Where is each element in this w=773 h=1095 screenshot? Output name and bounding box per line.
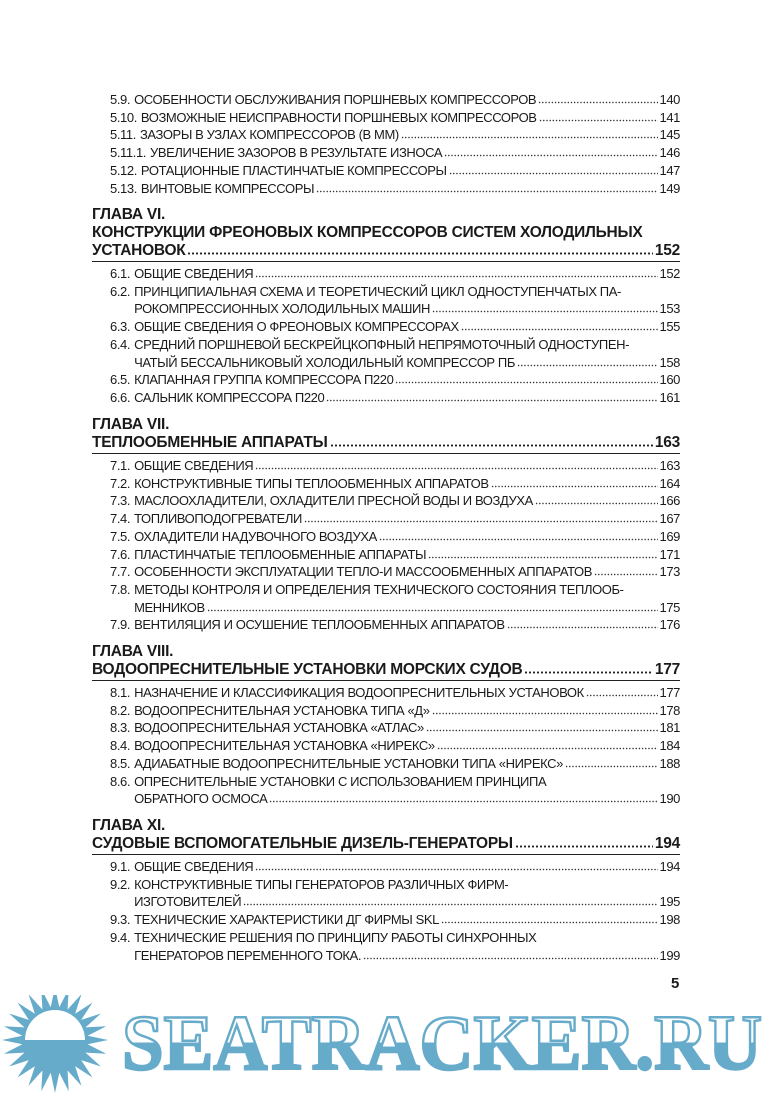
dot-leader — [437, 747, 658, 750]
dot-leader — [207, 609, 658, 612]
chapter-title-line — [92, 242, 680, 260]
toc-entry[interactable] — [110, 126, 680, 144]
entry-number: 6.2. — [110, 283, 131, 299]
toc-entry[interactable] — [110, 162, 680, 180]
entry-line — [134, 684, 680, 702]
entry-number: 8.1. — [110, 685, 131, 700]
toc-entries — [110, 457, 680, 634]
entry-page-number: 149 — [659, 180, 680, 196]
entry-line — [134, 300, 680, 318]
entry-line — [134, 91, 680, 109]
entry-number: 6.4. — [110, 336, 131, 352]
dot-leader — [432, 712, 658, 715]
dot-leader — [565, 765, 658, 768]
entry-title: РОТАЦИОННЫЕ ПЛАСТИНЧАТЫЕ КОМПРЕССОРЫ — [140, 162, 447, 178]
entry-page-number: 160 — [659, 372, 680, 388]
toc-entry[interactable] — [110, 702, 680, 720]
entry-body — [134, 336, 680, 371]
entry-page-number: 152 — [659, 266, 680, 281]
dot-leader — [304, 520, 658, 523]
entry-body — [134, 457, 680, 475]
toc-entry[interactable] — [110, 371, 680, 389]
entry-line — [134, 790, 680, 808]
toc-entry[interactable] — [110, 858, 680, 876]
entry-title: ВИНТОВЫЕ КОМПРЕССОРЫ — [140, 180, 315, 196]
entry-title: ВОДООПРЕСНИТЕЛЬНАЯ УСТАНОВКА «АТЛАС» — [134, 720, 424, 736]
page-number: 5 — [671, 975, 680, 992]
toc-section — [92, 416, 680, 634]
toc-entry[interactable] — [110, 389, 680, 407]
entry-page-number: 167 — [659, 511, 680, 527]
chapter-title — [92, 224, 680, 262]
entry-body — [141, 109, 680, 127]
entry-title: МЕТОДЫ КОНТРОЛЯ И ОПРЕДЕЛЕНИЯ ТЕХНИЧЕСКОГО СОСТОЯНИЯ ТЕПЛООБ- — [134, 581, 624, 597]
dot-leader — [517, 364, 658, 367]
toc-section — [92, 643, 680, 808]
chapter-title-line — [92, 434, 680, 452]
chapter-title — [92, 661, 680, 681]
toc-entry[interactable] — [110, 546, 680, 564]
dot-leader — [330, 444, 653, 447]
dot-leader — [507, 626, 658, 629]
entry-title: ИЗГОТОВИТЕЛЕЙ — [134, 894, 242, 910]
dot-leader — [444, 154, 657, 157]
chapter-title-text: ТЕПЛООБМЕННЫЕ АППАРАТЫ — [92, 434, 328, 451]
entry-body — [134, 510, 680, 528]
dot-leader — [586, 694, 658, 697]
entry-body — [134, 773, 680, 808]
entry-line — [134, 528, 680, 546]
entry-title: ВЕНТИЛЯЦИЯ И ОСУШЕНИЕ ТЕПЛООБМЕННЫХ АППАРАТОВ — [134, 617, 505, 633]
entry-body — [134, 684, 680, 702]
entry-title: ОХЛАДИТЕЛИ НАДУВОЧНОГО ВОЗДУХА — [134, 528, 377, 544]
entry-body — [134, 876, 680, 911]
toc-entry[interactable] — [110, 510, 680, 528]
entry-page-number: 153 — [659, 301, 680, 317]
dot-leader — [491, 485, 658, 488]
entry-line — [150, 144, 680, 162]
entry-title: СРЕДНИЙ ПОРШНЕВОЙ БЕСКРЕЙЦКОПФНЫЙ НЕПРЯМОТОЧНЫЙ ОДНОСТУПЕН- — [134, 336, 630, 352]
dot-leader — [255, 275, 657, 278]
chapter-label: ГЛАВА VIII. — [92, 643, 174, 660]
entry-line — [134, 702, 680, 720]
entry-body — [134, 528, 680, 546]
entry-body — [141, 162, 680, 180]
entry-body — [134, 265, 680, 283]
entry-line — [134, 563, 680, 581]
entry-body — [134, 283, 680, 318]
entry-body — [134, 858, 680, 876]
chapter-label: ГЛАВА VI. — [92, 206, 166, 223]
entry-line — [134, 893, 680, 911]
entry-body — [150, 144, 680, 162]
chapter-label: ГЛАВА XI. — [92, 817, 166, 834]
entry-number: 6.1. — [110, 266, 131, 281]
entry-number: 8.2. — [110, 702, 131, 718]
dot-leader — [187, 252, 652, 255]
toc-section — [92, 91, 680, 197]
toc-entry[interactable] — [110, 457, 680, 475]
toc-section — [92, 206, 680, 407]
toc-entry[interactable] — [110, 616, 680, 634]
toc-entries — [110, 91, 680, 197]
entry-title: ТЕХНИЧЕСКИЕ ХАРАКТЕРИСТИКИ ДГ ФИРМЫ SKL — [134, 912, 439, 928]
dot-leader — [535, 502, 658, 505]
entry-page-number: 147 — [659, 162, 680, 178]
entry-line — [134, 737, 680, 755]
chapter-page-number: 177 — [654, 661, 680, 678]
dot-leader — [269, 800, 657, 803]
entry-body — [134, 546, 680, 564]
entry-line — [134, 599, 680, 617]
entry-title: ОПРЕСНИТЕЛЬНЫЕ УСТАНОВКИ С ИСПОЛЬЗОВАНИЕМ ПРИНЦИПА — [134, 773, 547, 789]
entry-line — [134, 581, 680, 599]
entry-title: ВОДООПРЕСНИТЕЛЬНАЯ УСТАНОВКА «НИРЕКС» — [134, 738, 435, 754]
entry-body — [134, 929, 680, 964]
toc-entry[interactable] — [110, 492, 680, 510]
entry-page-number: 178 — [659, 702, 680, 718]
entry-number: 7.7. — [110, 564, 131, 580]
entry-title: ПРИНЦИПИАЛЬНАЯ СХЕМА И ТЕОРЕТИЧЕСКИЙ ЦИКЛ ОДНОСТУПЕНЧАТЫХ ПА- — [134, 283, 621, 299]
watermark-logo — [0, 995, 773, 1095]
entry-body — [134, 389, 680, 407]
entry-line — [134, 755, 680, 773]
entry-number: 6.3. — [110, 319, 131, 335]
dot-leader — [441, 921, 658, 924]
entry-number: 5.9. — [110, 92, 131, 107]
entry-line — [141, 162, 680, 180]
entry-number: 9.3. — [110, 912, 131, 928]
entry-number: 7.1. — [110, 458, 131, 473]
entry-body — [140, 126, 680, 144]
entry-number: 8.5. — [110, 755, 131, 771]
toc-entry[interactable] — [110, 265, 680, 283]
entry-line — [134, 911, 680, 929]
entry-body — [134, 318, 680, 336]
entry-title: НАЗНАЧЕНИЕ И КЛАССИФИКАЦИЯ ВОДООПРЕСНИТЕЛЬНЫХ УСТАНОВОК — [134, 685, 584, 700]
entry-page-number: 161 — [659, 389, 680, 405]
entry-line — [134, 389, 680, 407]
entry-title: ОСОБЕННОСТИ ЭКСПЛУАТАЦИИ ТЕПЛО-И МАССООБМЕННЫХ АППАРАТОВ — [134, 564, 593, 580]
watermark-text: SEATRACKER.RU — [122, 999, 762, 1086]
dot-leader — [539, 119, 658, 122]
entry-line — [134, 616, 680, 634]
dot-leader — [524, 671, 652, 674]
chapter-page-number: 194 — [654, 835, 680, 852]
entry-title: КОНСТРУКТИВНЫЕ ТИПЫ ТЕПЛООБМЕННЫХ АППАРАТОВ — [134, 475, 489, 491]
entry-number: 8.4. — [110, 738, 131, 754]
chapter-title-line — [92, 661, 680, 679]
entry-title: ТОПЛИВОПОДОГРЕВАТЕЛИ — [134, 511, 302, 527]
entry-title: ЧАТЫЙ БЕССАЛЬНИКОВЫЙ ХОЛОДИЛЬНЫЙ КОМПРЕССОР ПБ — [134, 354, 515, 370]
dot-leader — [363, 957, 657, 960]
chapter-title — [92, 434, 680, 454]
entry-line — [134, 719, 680, 737]
toc-entry[interactable] — [110, 929, 680, 964]
toc-entry[interactable] — [110, 336, 680, 371]
dot-leader — [461, 328, 658, 331]
entry-body — [134, 755, 680, 773]
entry-page-number: 140 — [659, 92, 680, 107]
entry-line — [134, 475, 680, 493]
entry-body — [134, 563, 680, 581]
entry-number: 7.5. — [110, 528, 131, 544]
entry-body — [134, 737, 680, 755]
entry-number: 7.9. — [110, 617, 131, 633]
entry-page-number: 166 — [659, 493, 680, 509]
dot-leader — [379, 538, 658, 541]
dot-leader — [316, 190, 657, 193]
entry-title: ЗАЗОРЫ В УЗЛАХ КОМПРЕССОРОВ (В ММ) — [139, 127, 399, 143]
entry-number: 7.8. — [110, 581, 131, 597]
entry-line — [141, 109, 680, 127]
dot-leader — [243, 903, 657, 906]
entry-number: 5.10. — [110, 109, 137, 125]
dot-leader — [255, 467, 657, 470]
toc-entry[interactable] — [110, 180, 680, 198]
chapter-title-text: УСТАНОВОК — [92, 242, 186, 259]
toc-entry[interactable] — [110, 475, 680, 493]
chapter-title-line — [92, 224, 680, 242]
entry-line — [134, 318, 680, 336]
entry-title: ОБЩИЕ СВЕДЕНИЯ — [134, 458, 254, 473]
entry-title: МЕННИКОВ — [134, 599, 205, 615]
entry-title: ОСОБЕННОСТИ ОБСЛУЖИВАНИЯ ПОРШНЕВЫХ КОМПРЕССОРОВ — [134, 92, 537, 107]
entry-title: ГЕНЕРАТОРОВ ПЕРЕМЕННОГО ТОКА. — [134, 947, 362, 963]
entry-page-number: 199 — [659, 947, 680, 963]
entry-title: ОБЩИЕ СВЕДЕНИЯ О ФРЕОНОВЫХ КОМПРЕССОРАХ — [134, 319, 459, 335]
entry-title: САЛЬНИК КОМПРЕССОРА П220 — [134, 389, 325, 405]
entry-line — [134, 858, 680, 876]
entry-line — [134, 876, 680, 894]
entry-page-number: 146 — [659, 145, 680, 161]
entry-line — [134, 371, 680, 389]
chapter-title-text: СУДОВЫЕ ВСПОМОГАТЕЛЬНЫЕ ДИЗЕЛЬ-ГЕНЕРАТОРЫ — [92, 835, 513, 852]
entry-page-number: 141 — [659, 109, 680, 125]
entry-line — [134, 265, 680, 283]
entry-number: 6.5. — [110, 372, 131, 388]
entry-title: АДИАБАТНЫЕ ВОДООПРЕСНИТЕЛЬНЫЕ УСТАНОВКИ ТИПА «НИРЕКС» — [134, 755, 563, 771]
entry-title: ОБЩИЕ СВЕДЕНИЯ — [134, 859, 254, 874]
entry-body — [134, 719, 680, 737]
dot-leader — [538, 101, 657, 104]
entry-page-number: 163 — [659, 458, 680, 473]
dot-leader — [432, 310, 658, 313]
entry-line — [134, 492, 680, 510]
entry-title: ВОЗМОЖНЫЕ НЕИСПРАВНОСТИ ПОРШНЕВЫХ КОМПРЕССОРОВ — [140, 109, 537, 125]
entry-body — [134, 702, 680, 720]
entry-number: 7.3. — [110, 493, 131, 509]
toc-entry[interactable] — [110, 91, 680, 109]
toc-entry[interactable] — [110, 283, 680, 318]
entry-body — [141, 180, 680, 198]
toc-entries — [110, 265, 680, 407]
entry-line — [134, 283, 680, 301]
chapter-label: ГЛАВА VII. — [92, 416, 170, 433]
entry-page-number: 145 — [659, 127, 680, 143]
dot-leader — [594, 573, 657, 576]
entry-page-number: 181 — [659, 720, 680, 736]
chapter-page-number: 163 — [654, 434, 680, 451]
entry-page-number: 190 — [659, 791, 680, 807]
entry-page-number: 177 — [659, 685, 680, 700]
entry-line — [134, 947, 680, 965]
entry-title: ПЛАСТИНЧАТЫЕ ТЕПЛООБМЕННЫЕ АППАРАТЫ — [134, 546, 427, 562]
entry-page-number: 184 — [659, 738, 680, 754]
toc-section — [92, 817, 680, 964]
entry-title: ОБЩИЕ СВЕДЕНИЯ — [134, 266, 254, 281]
toc-entry[interactable] — [110, 684, 680, 702]
toc-entries — [110, 684, 680, 808]
dot-leader — [449, 172, 658, 175]
entry-page-number: 194 — [659, 859, 680, 874]
toc-entry[interactable] — [110, 144, 680, 162]
dot-leader — [395, 381, 657, 384]
toc-entry[interactable] — [110, 755, 680, 773]
toc-entries — [110, 858, 680, 964]
entry-number: 5.12. — [110, 162, 137, 178]
entry-title: УВЕЛИЧЕНИЕ ЗАЗОРОВ В РЕЗУЛЬТАТЕ ИЗНОСА — [150, 145, 443, 161]
entry-number: 5.13. — [110, 180, 137, 196]
entry-number: 8.3. — [110, 720, 131, 736]
entry-body — [134, 91, 680, 109]
entry-number: 5.11. — [110, 127, 136, 143]
entry-line — [134, 510, 680, 528]
entry-number: 9.1. — [110, 859, 131, 874]
entry-page-number: 171 — [659, 546, 680, 562]
entry-line — [134, 457, 680, 475]
toc-entry[interactable] — [110, 719, 680, 737]
toc-entry[interactable] — [110, 773, 680, 808]
entry-body — [134, 616, 680, 634]
entry-page-number: 169 — [659, 528, 680, 544]
dot-leader — [426, 729, 658, 732]
entry-page-number: 188 — [659, 755, 680, 771]
chapter-title — [92, 835, 680, 855]
entry-title: ВОДООПРЕСНИТЕЛЬНАЯ УСТАНОВКА ТИПА «Д» — [134, 702, 430, 718]
toc-entry[interactable] — [110, 318, 680, 336]
entry-title: КОНСТРУКТИВНЫЕ ТИПЫ ГЕНЕРАТОРОВ РАЗЛИЧНЫХ ФИРМ- — [134, 876, 509, 892]
toc-entry[interactable] — [110, 737, 680, 755]
entry-number: 9.2. — [110, 876, 131, 892]
entry-number: 7.6. — [110, 546, 131, 562]
entry-line — [134, 354, 680, 372]
dot-leader — [255, 868, 657, 871]
toc-entry[interactable] — [110, 109, 680, 127]
entry-body — [134, 475, 680, 493]
sun-icon — [2, 995, 108, 1093]
entry-line — [141, 180, 680, 198]
dot-leader — [401, 136, 658, 139]
chapter-page-number: 152 — [654, 242, 680, 259]
toc-entry[interactable] — [110, 528, 680, 546]
entry-title: МАСЛООХЛАДИТЕЛИ, ОХЛАДИТЕЛИ ПРЕСНОЙ ВОДЫ И ВОЗДУХА — [134, 493, 533, 509]
entry-line — [134, 929, 680, 947]
entry-title: ОБРАТНОГО ОСМОСА — [134, 791, 268, 807]
chapter-title-text: КОНСТРУКЦИИ ФРЕОНОВЫХ КОМПРЕССОРОВ СИСТЕМ ХОЛОДИЛЬНЫХ — [92, 224, 643, 241]
entry-page-number: 158 — [659, 354, 680, 370]
entry-page-number: 155 — [659, 319, 680, 335]
entry-page-number: 164 — [659, 475, 680, 491]
entry-body — [134, 911, 680, 929]
entry-title: КЛАПАННАЯ ГРУППА КОМПРЕССОРА П220 — [134, 372, 394, 388]
entry-title: РОКОМПРЕССИОННЫХ ХОЛОДИЛЬНЫХ МАШИН — [134, 301, 430, 317]
entry-page-number: 175 — [659, 599, 680, 615]
entry-number: 9.4. — [110, 929, 131, 945]
entry-line — [134, 336, 680, 354]
entry-page-number: 176 — [659, 617, 680, 633]
entry-number: 7.4. — [110, 511, 131, 527]
dot-leader — [428, 556, 657, 559]
entry-line — [134, 546, 680, 564]
dot-leader — [326, 399, 657, 402]
chapter-title-text: ВОДООПРЕСНИТЕЛЬНЫЕ УСТАНОВКИ МОРСКИХ СУДОВ — [92, 661, 523, 678]
entry-line — [134, 773, 680, 791]
toc-entry[interactable] — [110, 876, 680, 911]
entry-line — [140, 126, 680, 144]
entry-page-number: 198 — [659, 912, 680, 928]
entry-page-number: 173 — [659, 564, 680, 580]
entry-number: 8.6. — [110, 773, 131, 789]
entry-body — [134, 371, 680, 389]
entry-number: 7.2. — [110, 475, 131, 491]
chapter-title-line — [92, 835, 680, 853]
entry-number: 5.11.1. — [110, 145, 146, 161]
toc-entry[interactable] — [110, 911, 680, 929]
entry-number: 6.6. — [110, 389, 131, 405]
entry-page-number: 195 — [659, 894, 680, 910]
entry-body — [134, 492, 680, 510]
dot-leader — [515, 845, 653, 848]
entry-body — [134, 581, 680, 616]
toc-entry[interactable] — [110, 581, 680, 616]
entry-title: ТЕХНИЧЕСКИЕ РЕШЕНИЯ ПО ПРИНЦИПУ РАБОТЫ СИНХРОННЫХ — [134, 929, 537, 945]
toc-entry[interactable] — [110, 563, 680, 581]
